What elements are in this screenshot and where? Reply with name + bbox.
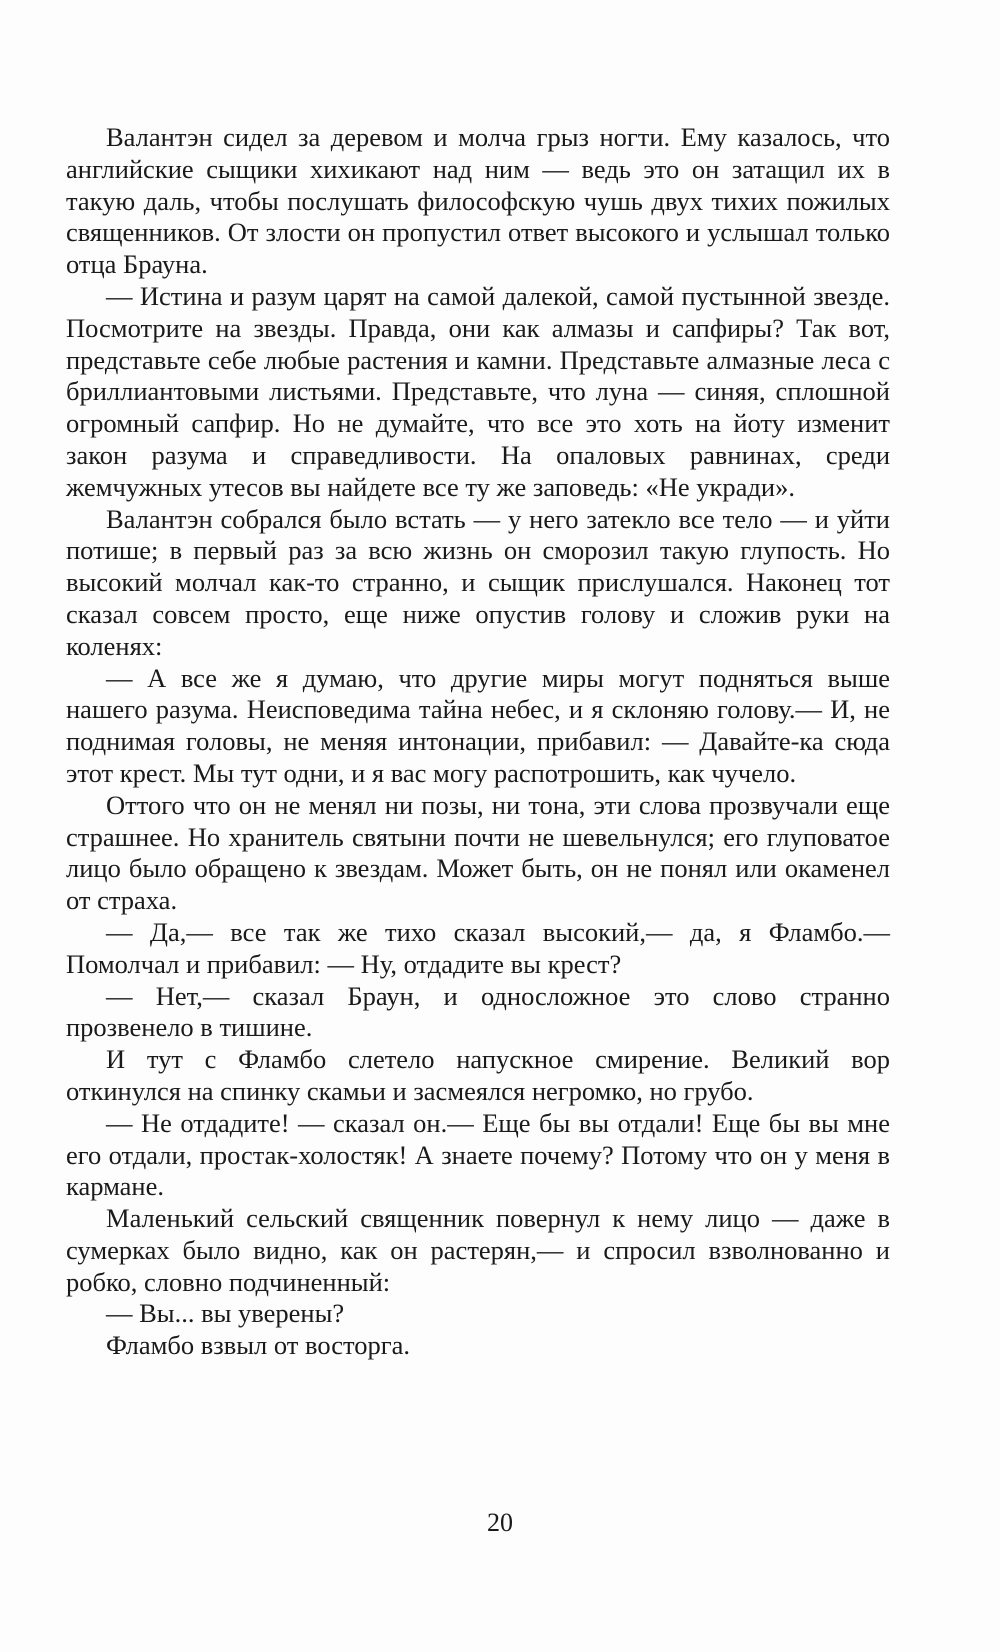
paragraph-9: — Не отдадите! — сказал он.— Еще бы вы отдали! Еще бы вы мне его отдали, простак-холостяк! А знаете почему? Потому что он у меня в кармане. — [66, 1107, 890, 1202]
page-number: 20 — [487, 1508, 513, 1537]
paragraph-8: И тут с Фламбо слетело напускное смирение. Великий вор откинулся на спинку скамьи и засмеялся негромко, но грубо. — [66, 1044, 890, 1106]
paragraph-5: Оттого что он не менял ни позы, ни тона, эти слова прозвучали еще страшнее. Но хранитель святыни почти не шевельнулся; его глуповатое лицо было обращено к звездам. Может быть, он не понял или окаменел от страха. — [66, 789, 890, 916]
paragraph-3: Валантэн собрался было встать — у него затекло все тело — и уйти потише; в первый раз за всю жизнь он сморозил такую глупость. Но высокий молчал как-то странно, и сыщик прислушался. Наконец тот сказал совсем просто, еще ниже опустив голову и сложив руки на коленях: — [66, 503, 890, 661]
paragraph-1: Валантэн сидел за деревом и молча грыз ногти. Ему казалось, что английские сыщики хихикают над ним — ведь это он затащил их в такую даль, чтобы послушать философскую чушь двух тихих пожилых священников. От злости он пропустил ответ высокого и услышал только отца Брауна. — [66, 122, 890, 280]
paragraph-7: — Нет,— сказал Браун, и односложное это слово странно прозвенело в тишине. — [66, 980, 890, 1043]
paragraph-12: Фламбо взвыл от восторга. — [106, 1330, 410, 1361]
paragraph-4: — А все же я думаю, что другие миры могут подняться выше нашего разума. Неисповедима тайна небес, и я склоняю голову.— И, не поднимая головы, не меняя интонации, прибавил: — Давайте-ка сюда этот крест. Мы тут одни, и я вас могу распотрошить, как чучело. — [66, 662, 890, 788]
body-text — [66, 122, 890, 1362]
paragraph-10: Маленький сельский священник повернул к нему лицо — даже в сумерках было видно, как он растерян,— и спросил взволнованно и робко, словно подчиненный: — [66, 1203, 890, 1297]
paragraph-2: — Истина и разум царят на самой далекой, самой пустынной звезде. Посмотрите на звезды. Правда, они как алмазы и сапфиры? Так вот, представьте себе любые растения и камни. Представьте алмазные леса с бриллиантовыми листьями. Представьте, что луна — синяя, сплошной огромный сапфир. Но не думайте, что все это хоть на йоту изменит закон разума и справедливости. На опаловых равнинах, среди жемчужных утесов вы найдете все ту же заповедь: «Не укради». — [66, 280, 890, 502]
paragraph-6: — Да,— все так же тихо сказал высокий,— да, я Фламбо.— Помолчал и прибавил: — Ну, отдадите вы крест? — [66, 916, 890, 979]
paragraph-11: — Вы... вы уверены? — [106, 1298, 345, 1329]
